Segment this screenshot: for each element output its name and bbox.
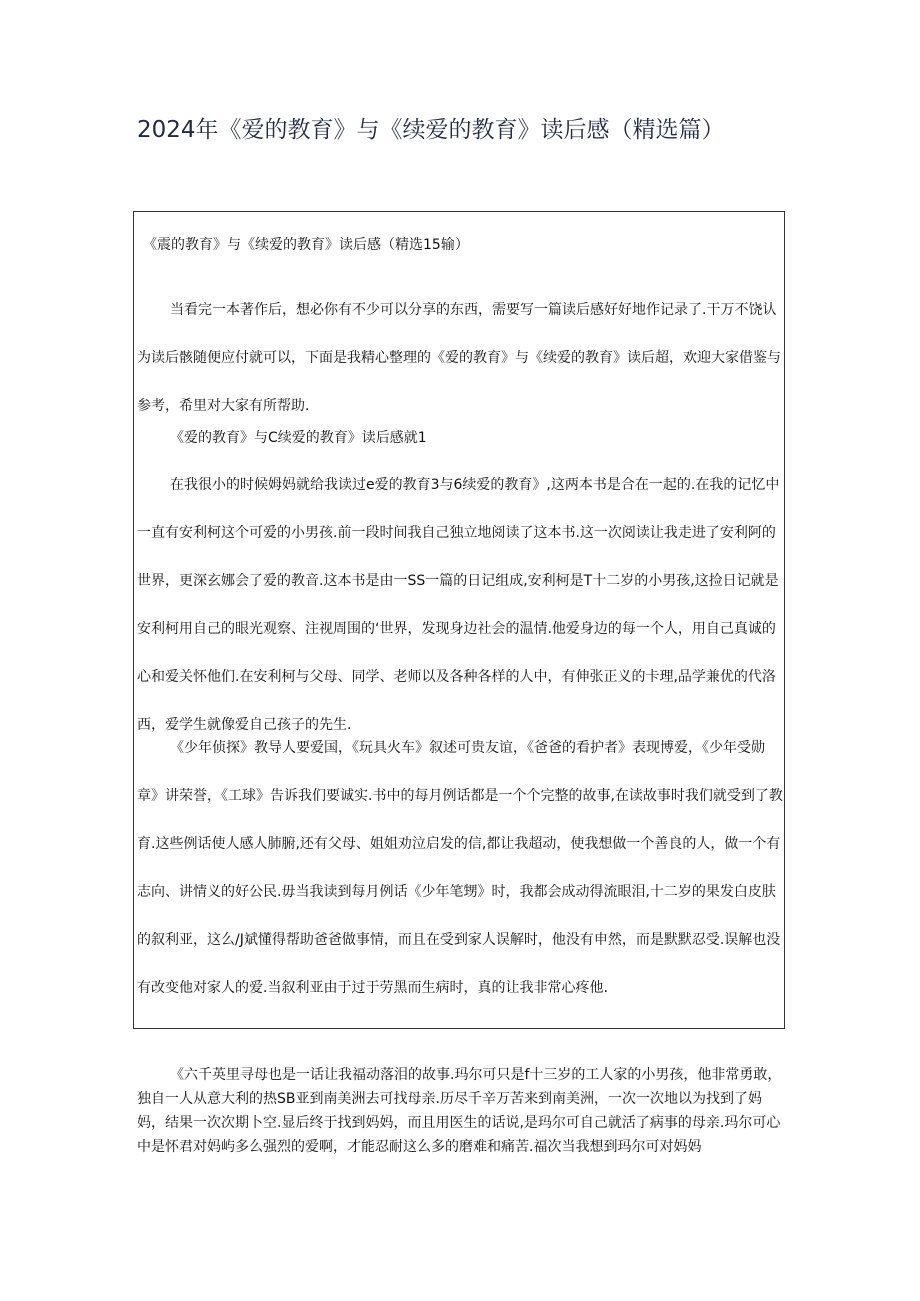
section-subheading: 《爱的教育》与C续爱的教育》读后感就1	[170, 430, 427, 446]
intro-paragraph: 当看完一本著作后，想必你有不少可以分享的东西，需要写一篇读后感好好地作记录了.干万不饶认为读后骸随便应付就可以，下面是我精心整理的《爱的教育》与《续爱的教育》读后超，欢迎大家借鉴与参考，希里对大家有所帮助.	[137, 302, 781, 414]
continuation-paragraph: 《六千英里寻母也是一话让我福动落泪的故事.玛尔可只是f十三岁的工人家的小男孩，他非常勇敢，独自一人从意大利的热SB亚到南美洲去可找母亲.历尽千辛万苦来到南美洲，一次一次地以为找到了妈妈，结果一次次期卜空.显后终于找到妈妈，而且用医生的话说,是玛尔可自己就活了病事的母亲.玛尔可心中是怀君对妈屿多么强烈的爱啊，才能忍耐这么多的磨难和痛苦.福次当我想到玛尔可对妈妈	[137, 1067, 782, 1155]
excerpt-box	[133, 211, 785, 1029]
document-title: 2024年《爱的教育》与《续爱的教育》读后感（精选篇）	[137, 117, 725, 143]
body-paragraph-1: 在我很小的时候姆妈就给我读过e爱的教育3与6续爱的教育》,这两本书是合在一起的.在我的记忆中一直有安利柯这个可爱的小男孩.前一段时间我自己独立地阅读了这本书.这一次阅读让我走进了安利阿的世界，更深玄娜会了爱的教音.这本书是由一SS一篇的日记组成,安利柯是T十二岁的小男孩,这捡日记就是安利柯用自己的眼光观察、注视周围的‘世界，发现身边社会的温情.他爱身边的每一个人，用自己真诚的心和爱关怀他们.在安利柯与父母、同学、老师以及各种各样的人中，有伸张正义的卡理,品学兼优的代洛西，爱学生就像爱自己孩子的先生.	[137, 477, 780, 733]
excerpt-heading: 《震的教育》与《续爱的教育》读后感（精选15输）	[143, 237, 469, 253]
body-paragraph-2: 《少年侦探》教导人要爱国，《玩具火车》叙述可贵友谊，《爸爸的看护者》表现博爱，《少年受勋章》讲荣誉，《工球》告诉我们要诚实.书中的每月例话都是一个个完整的故事,在读故事时我们就受到了教育.这些例话使人感人肺腑,还有父母、姐姐劝泣启发的信,都让我超动，使我想做一个善良的人，做一个有志向、讲情义的好公民.毋当我读到每月例话《少年笔甥》时，我都会成动得流眼泪,十二岁的果发白皮肤的叙利亚，这么/J斌懂得帮助爸爸做事情，而且在受到家人误解时，他没有申然，而是默默忍受.误解也没有改变他对家人的爱.当叙利亚由于过于劳黑而生病时，真的让我非常心疼他.	[137, 740, 783, 996]
